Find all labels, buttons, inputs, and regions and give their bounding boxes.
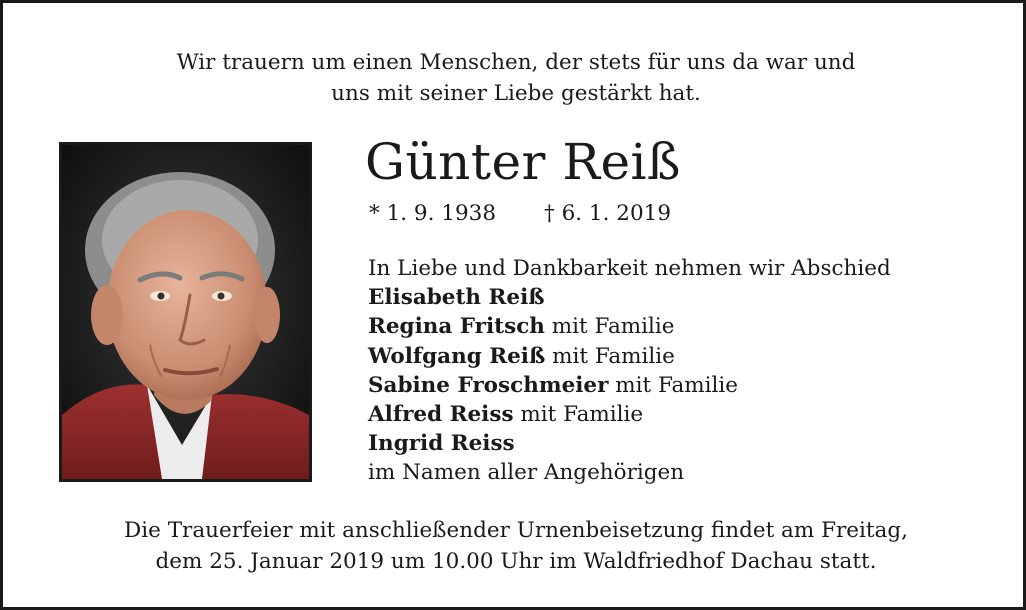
service-line-2: dem 25. Januar 2019 um 10.00 Uhr im Waldfriedhof Dachau statt. [155, 549, 877, 574]
mourners-list [368, 254, 891, 488]
deceased-name: Günter Reiß [365, 133, 681, 191]
intro-text [3, 47, 1026, 109]
mourner-entry [368, 400, 891, 429]
mourner-suffix: mit Familie [545, 343, 675, 369]
mourner-entry [368, 429, 891, 458]
life-dates [369, 199, 671, 229]
mourner-name: Regina Fritsch [368, 314, 545, 340]
intro-line-1: Wir trauern um einen Menschen, der stets für uns da war und [176, 50, 856, 75]
service-line-1: Die Trauerfeier mit anschließender Urnenbeisetzung findet am Freitag, [124, 518, 908, 543]
mourner-entry [368, 371, 891, 400]
mourner-name: Alfred Reiss [368, 402, 514, 428]
farewell-line: In Liebe und Dankbarkeit nehmen wir Abschied [368, 256, 891, 281]
mourner-suffix: mit Familie [608, 372, 739, 398]
mourner-entry [368, 312, 891, 341]
intro-line-2: uns mit seiner Liebe gestärkt hat. [331, 81, 701, 106]
mourner-suffix: mit Familie [513, 402, 644, 428]
mourner-name: Wolfgang Reiß [368, 343, 546, 369]
mourner-name: Elisabeth Reiß [368, 285, 545, 311]
portrait-image [62, 145, 309, 479]
birth-date: * 1. 9. 1938 [369, 201, 496, 226]
service-announcement [3, 515, 1026, 577]
relatives-line: im Namen aller Angehörigen [368, 460, 685, 486]
mourner-name: Ingrid Reiss [368, 431, 515, 457]
mourner-entry [368, 283, 891, 312]
death-date: † 6. 1. 2019 [544, 201, 671, 226]
mourner-entry [368, 342, 891, 371]
mourner-name: Sabine Froschmeier [368, 372, 609, 398]
mourner-suffix: mit Familie [544, 314, 675, 340]
portrait-photo [59, 142, 312, 482]
